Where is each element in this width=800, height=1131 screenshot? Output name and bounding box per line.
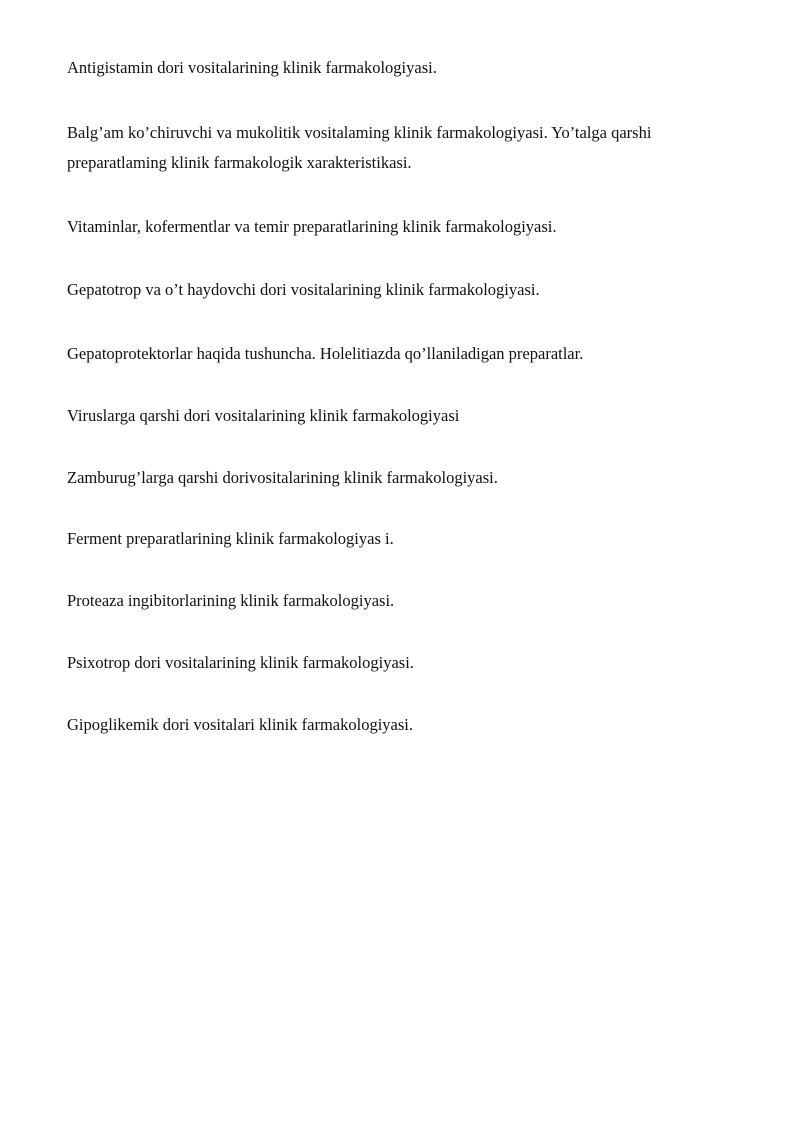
paragraph-psychotropic: Psixotrop dori vositalarining klinik farmakologiyasi. <box>67 653 414 672</box>
paragraph-antihistamine: Antigistamin dori vositalarining klinik farmakologiyasi. <box>67 58 437 77</box>
paragraph-hypoglycemic: Gipoglikemik dori vositalari klinik farmakologiyasi. <box>67 715 413 734</box>
paragraph-hepatotropic: Gepatotrop va o’t haydovchi dori vositalarining klinik farmakologiyasi. <box>67 280 540 299</box>
paragraph-hepatoprotectors: Gepatoprotektorlar haqida tushuncha. Holelitiazda qo’llaniladigan preparatlar. <box>67 344 584 363</box>
paragraph-expectorants: Balg’am ko’chiruvchi va mukolitik vositalaming klinik farmakologiyasi. Yo’talga qarshi preparatlaming klinik farmakologik xarakteristikasi. <box>67 123 652 172</box>
paragraph-vitamins: Vitaminlar, kofermentlar va temir preparatlarining klinik farmakologiyasi. <box>67 217 557 236</box>
paragraph-protease-inhibitors: Proteaza ingibitorlarining klinik farmakologiyasi. <box>67 591 395 610</box>
paragraph-antiviral: Viruslarga qarshi dori vositalarining klinik farmakologiyasi <box>67 406 460 425</box>
paragraph-enzymes: Ferment preparatlarining klinik farmakologiyas i. <box>67 529 394 548</box>
paragraph-antifungal: Zamburug’larga qarshi dorivositalarining klinik farmakologiyasi. <box>67 468 498 487</box>
